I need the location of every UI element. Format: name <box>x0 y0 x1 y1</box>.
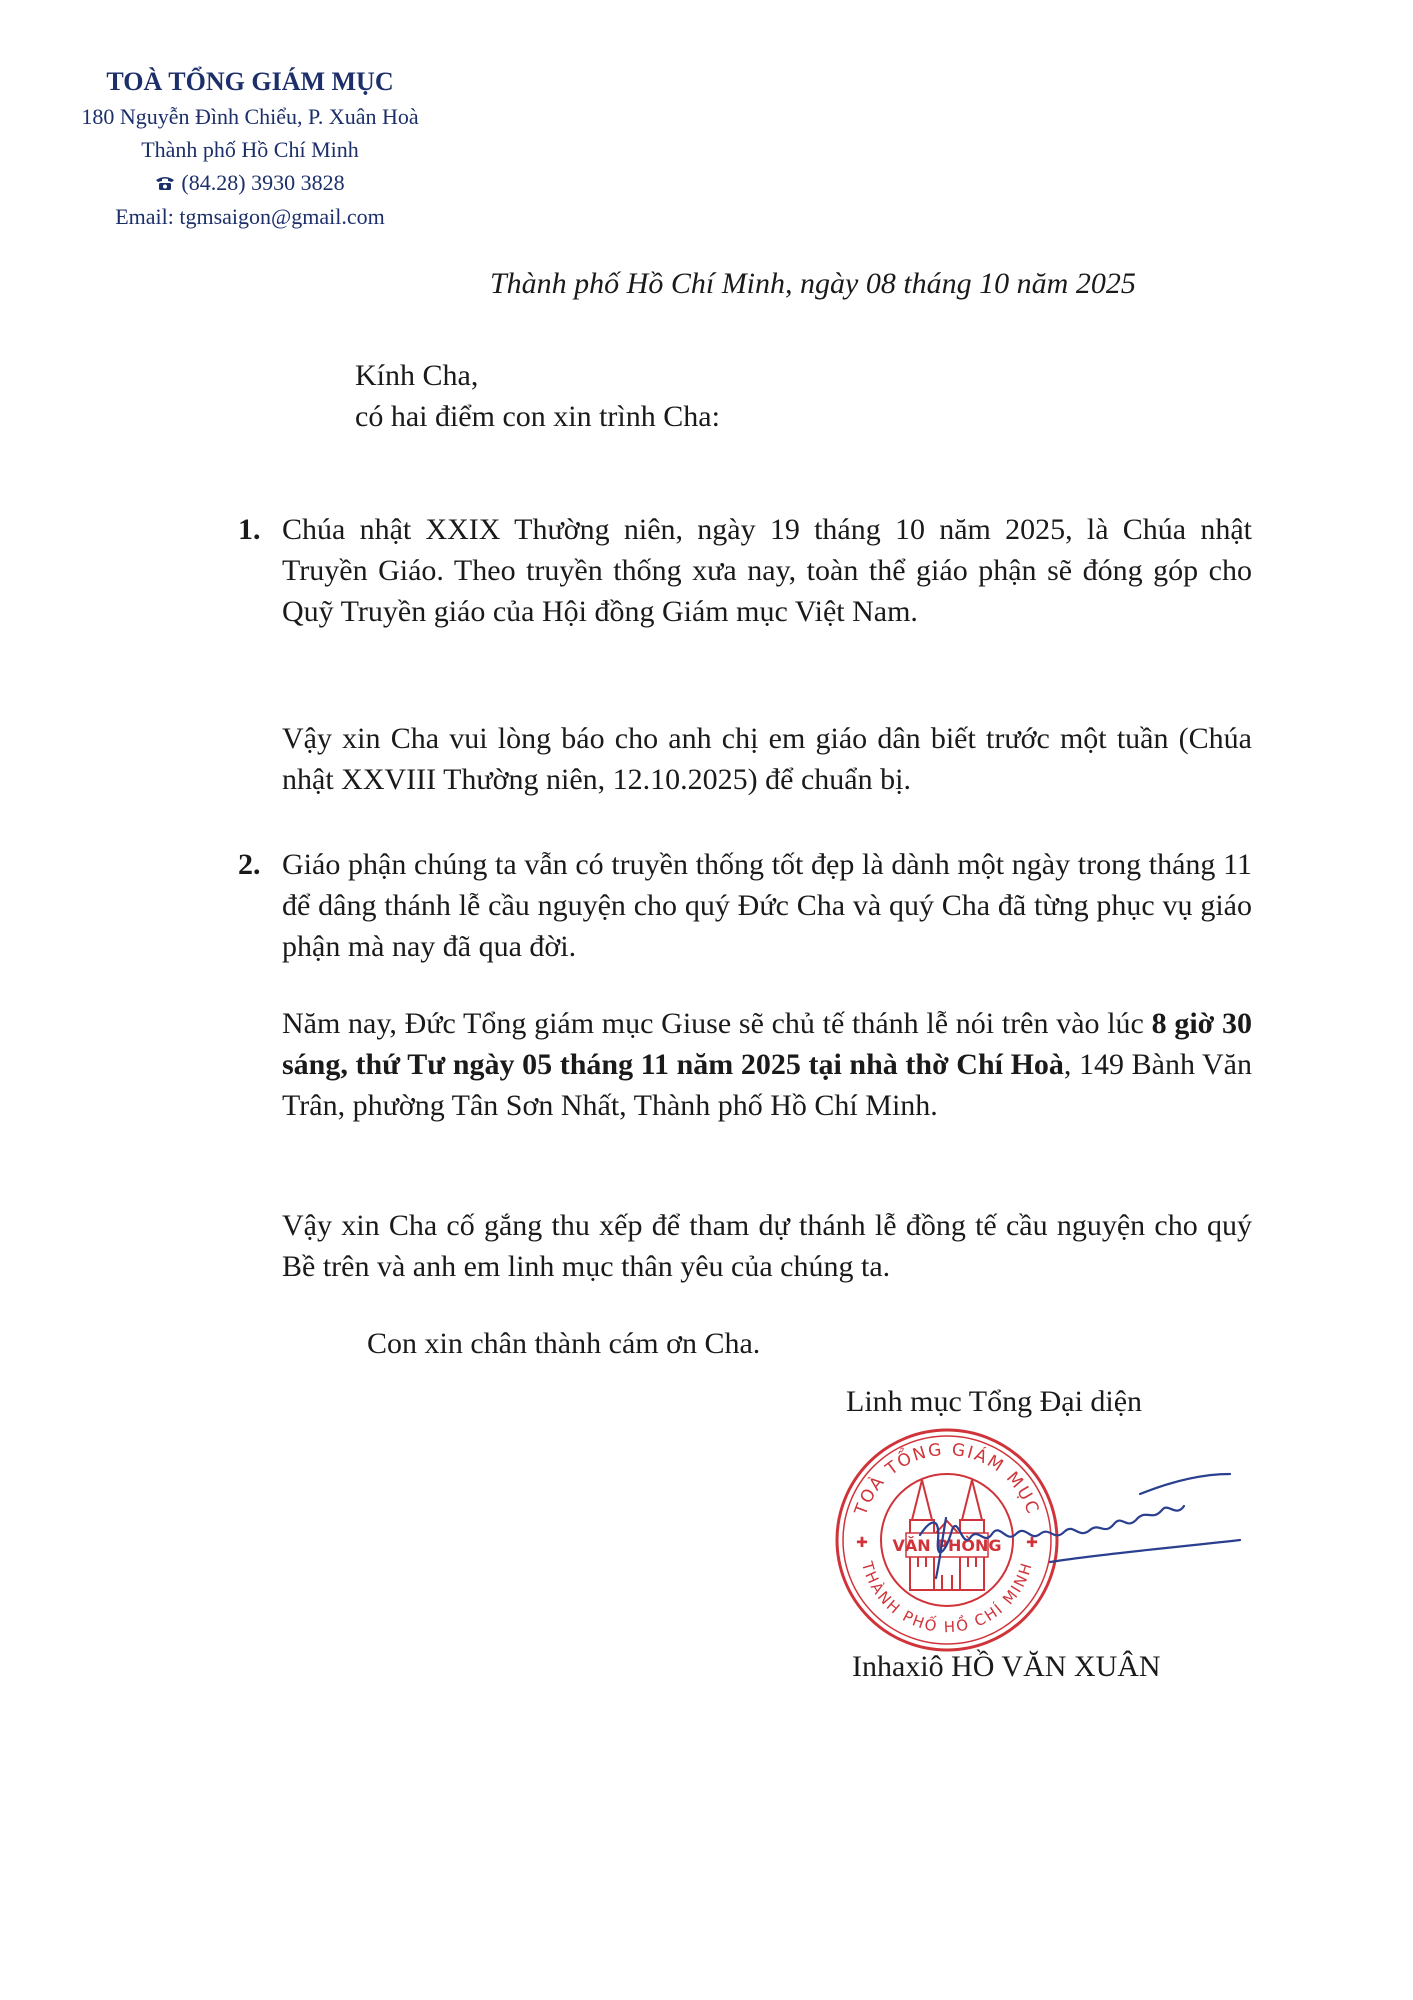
salutation-greeting: Kính Cha, <box>355 359 479 392</box>
seal-center-text: VĂN PHÒNG <box>892 1536 1002 1555</box>
item-2-number: 2. <box>238 848 261 881</box>
svg-text:✚: ✚ <box>1026 1535 1038 1551</box>
signer-title: Linh mục Tổng Đại diện <box>846 1385 1143 1418</box>
item-1-paragraph-1: Chúa nhật XXIX Thường niên, ngày 19 tháng 10 năm 2025, là Chúa nhật Truyền Giáo. Theo truyền thống xưa nay, toàn thể giáo phận sẽ đóng góp cho Quỹ Truyền giáo của Hội đồng Giám mục Việt Nam. <box>282 513 1252 628</box>
letterhead-org-name: TOÀ TỔNG GIÁM MỤC <box>106 67 394 96</box>
item-1-paragraph-2: Vậy xin Cha vui lòng báo cho anh chị em giáo dân biết trước một tuần (Chúa nhật XXVIII Thường niên, 12.10.2025) để chuẩn bị. <box>282 722 1252 796</box>
mass-address-text: , 149 Bành Văn Trân, phường Tân Sơn Nhất, Thành phố Hồ Chí Minh. <box>282 1048 1252 1122</box>
seal-top-text: TOÀ TỔNG GIÁM MỤC <box>851 1439 1043 1518</box>
telephone-icon <box>155 175 175 191</box>
item-2-paragraph-3: Vậy xin Cha cố gắng thu xếp để tham dự thánh lễ đồng tế cầu nguyện cho quý Bề trên và anh em linh mục thân yêu của chúng ta. <box>282 1209 1252 1283</box>
letterhead-email: Email: tgmsaigon@gmail.com <box>115 203 385 229</box>
seal-bottom-text: THÀNH PHỐ HỒ CHÍ MINH <box>857 1559 1037 1637</box>
letterhead-city: Thành phố Hồ Chí Minh <box>141 137 359 162</box>
signer-name: Inhaxiô HỒ VĂN XUÂN <box>852 1650 1161 1683</box>
closing-thanks: Con xin chân thành cám ơn Cha. <box>367 1327 761 1360</box>
handwritten-signature <box>900 1460 1260 1610</box>
date-line: Thành phố Hồ Chí Minh, ngày 08 tháng 10 năm 2025 <box>490 267 1136 300</box>
item-2-paragraph-1: Giáo phận chúng ta vẫn có truyền thống tốt đẹp là dành một ngày trong tháng 11 để dâng thánh lễ cầu nguyện cho quý Đức Cha và quý Cha đã từng phục vụ giáo phận mà nay đã qua đời. <box>282 848 1252 963</box>
letterhead-phone-row <box>40 166 460 200</box>
letterhead-address: 180 Nguyễn Đình Chiểu, P. Xuân Hoà <box>81 104 419 129</box>
salutation <box>355 355 1155 437</box>
item-2-paragraph-2 <box>282 1003 1252 1126</box>
salutation-intro: có hai điểm con xin trình Cha: <box>355 400 720 433</box>
letterhead <box>40 64 460 233</box>
svg-text:✚: ✚ <box>856 1535 868 1551</box>
item-1-number: 1. <box>238 513 261 546</box>
mass-time-place: 8 giờ 30 sáng, thứ Tư ngày 05 tháng 11 năm 2025 tại nhà thờ Chí Hoà <box>282 1007 1253 1081</box>
letterhead-phone: (84.28) 3930 3828 <box>181 170 345 195</box>
mass-intro-text: Năm nay, Đức Tổng giám mục Giuse sẽ chủ tế thánh lễ nói trên vào lúc <box>282 1007 1152 1040</box>
